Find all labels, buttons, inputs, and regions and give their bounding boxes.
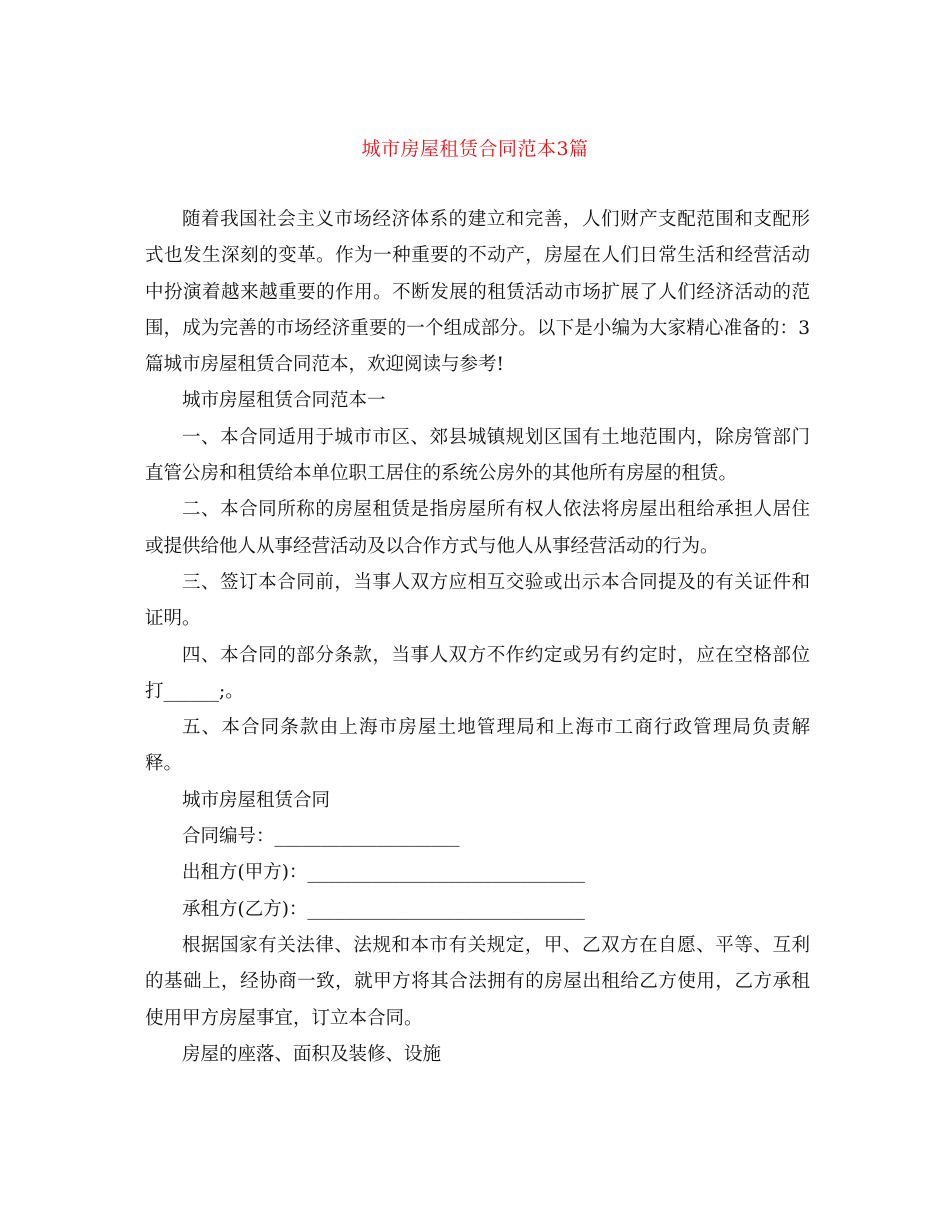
lessor-line: 出租方(甲方)：______________________________ bbox=[182, 862, 585, 884]
document-title: 城市房屋租赁合同范本3篇 bbox=[361, 138, 589, 160]
document-body bbox=[145, 202, 810, 1073]
contract-heading: 城市房屋租赁合同 bbox=[182, 789, 331, 811]
lessee-line: 承租方(乙方)：______________________________ bbox=[182, 898, 585, 920]
clause-4: 四、本合同的部分条款，当事人双方不作约定或另有约定时，应在空格部位打______;。 bbox=[145, 644, 810, 702]
section-heading-template-one: 城市房屋租赁合同范本一 bbox=[182, 390, 386, 412]
clause-3: 三、签订本合同前，当事人双方应相互交验或出示本合同提及的有关证件和证明。 bbox=[145, 571, 810, 630]
clause-1: 一、本合同适用于城市市区、郊县城镇规划区国有土地范围内，除房管部门直管公房和租赁给本单位职工居住的系统公房外的其他所有房屋的租赁。 bbox=[145, 426, 810, 485]
intro-paragraph: 随着我国社会主义市场经济体系的建立和完善，人们财产支配范围和支配形式也发生深刻的变革。作为一种重要的不动产，房屋在人们日常生活和经营活动中扮演着越来越重要的作用。不断发展的租赁活动市场扩展了人们经济活动的范围，成为完善的市场经济重要的一个组成部分。以下是小编为大家精心准备的：3篇城市房屋租赁合同范本，欢迎阅读与参考! bbox=[145, 209, 810, 376]
clause-5: 五、本合同条款由上海市房屋土地管理局和上海市工商行政管理局负责解释。 bbox=[145, 717, 810, 775]
contract-number-line: 合同编号：____________________ bbox=[182, 826, 460, 848]
preamble-paragraph: 根据国家有关法律、法规和本市有关规定，甲、乙双方在自愿、平等、互利的基础上，经协商一致，就甲方将其合法拥有的房屋出租给乙方使用，乙方承租使用甲方房屋事宜，订立本合同。 bbox=[145, 934, 810, 1029]
clause-2: 二、本合同所称的房屋租赁是指房屋所有权人依法将房屋出租给承担人居住或提供给他人从事经营活动及以合作方式与他人从事经营活动的行为。 bbox=[145, 499, 810, 557]
section-property-location: 房屋的座落、面积及装修、设施 bbox=[182, 1043, 442, 1065]
